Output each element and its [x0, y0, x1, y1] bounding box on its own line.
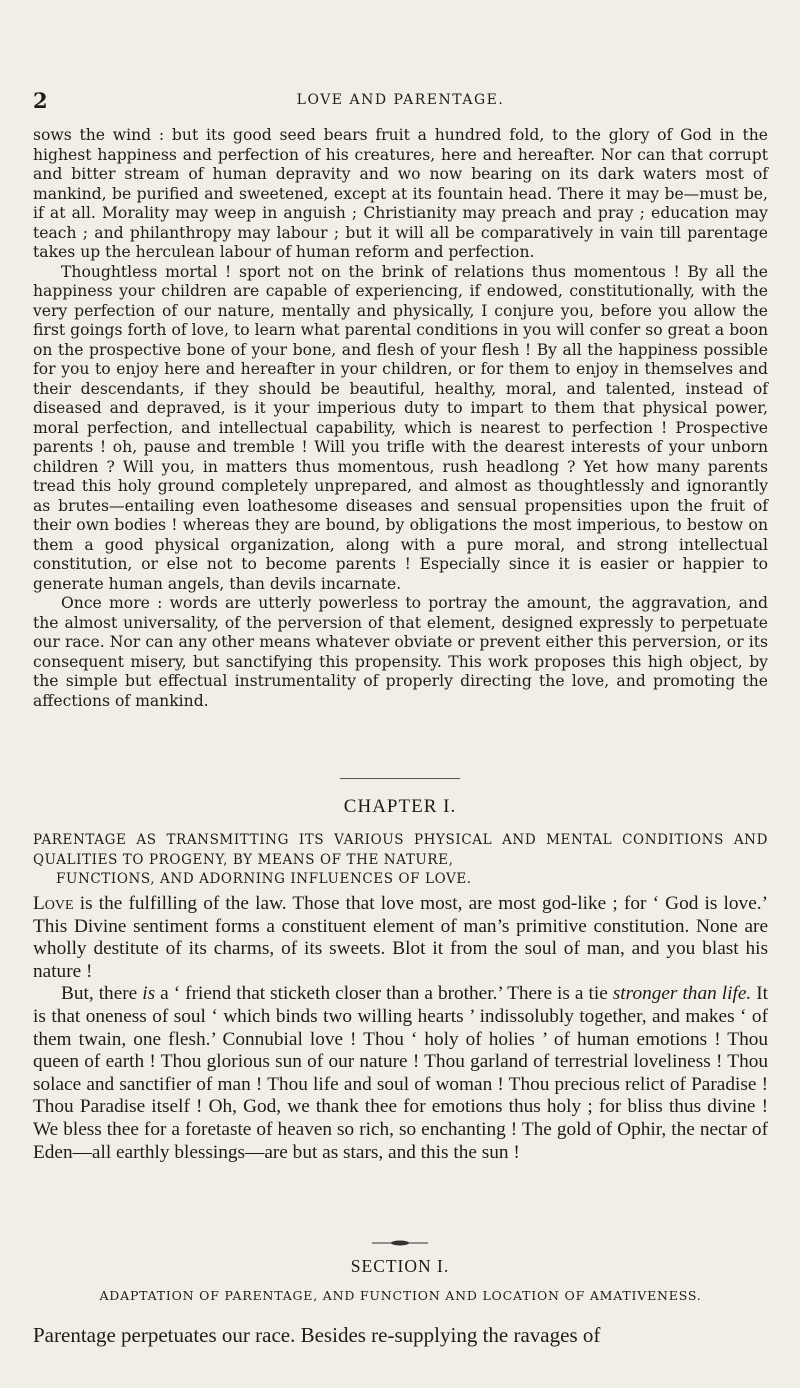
page-header — [33, 88, 768, 112]
chapter-body — [33, 893, 768, 1164]
chapter-paragraph-2-part-c: It is that oneness of soul ‘ which binds two willing hearts ’ indissolubly together, and makes ‘ of them twain, one flesh.’ Connubial love ! Thou ‘ holy of holies ’ of human emotions ! Thou queen of earth ! Thou glorious sun of our nature ! Thou garland of terrestrial loveliness ! Thou solace and sanctifier of man ! Thou life and soul of woman ! Thou precious relict of Paradise ! Thou Paradise itself ! Oh, God, we thank thee for emotions thus holy ; for bliss thus divine ! We bless thee for a foretaste of heaven so rich, so enchanting ! The gold of Ophir, the nectar of Eden—all earthly blessings—are but as stars, and this the sun ! — [33, 983, 768, 1163]
intro-paragraph-1: sows the wind : but its good seed bears fruit a hundred fold, to the glory of God in the highest happiness and perfection of his creatures, here and hereafter. Nor can that corrupt and bitter stream of human depravity and wo now bearing on its dark waters most of mankind, be purified and sweetened, except at its fountain head. There it may be—must be, if at all. Morality may weep in anguish ; Christianity may preach and pray ; education may teach ; and philanthropy may labour ; but it will all be comparatively in vain till parentage takes up the herculean labour of human reform and perfection. — [33, 126, 768, 261]
intro-paragraph-3: Once more : words are utterly powerless to portray the amount, the aggravation, and the almost universality, of the perversion of that element, designed expressly to perpetuate our race. Nor can any other means whatever obviate or prevent either this perversion, or its consequent misery, but sanctifying this propensity. This work proposes this high object, by the simple but effectual instrumentality of properly directing the love, and promoting the affections of mankind. — [33, 594, 768, 710]
section-body: Parentage perpetuates our race. Besides re-supplying the ravages of — [33, 1323, 601, 1347]
section-subtitle: ADAPTATION OF PARENTAGE, AND FUNCTION AND LOCATION OF AMATIVENESS. — [99, 1288, 702, 1303]
chapter-paragraph-1-text: is the fulfilling of the law. Those that love most, are most god-like ; for ‘ God is love.’ This Divine sentiment forms a constituent element of man’s primitive constitution. None are wholly destitute of its charms, of its sweets. Blot it from the soul of man, and you blast his nature ! — [33, 893, 768, 982]
chapter-subtitle — [33, 831, 768, 890]
running-head: LOVE AND PARENTAGE. — [296, 92, 505, 108]
chapter-subtitle-line-2: FUNCTIONS, AND ADORNING INFLUENCES OF LOVE. — [56, 871, 472, 887]
chapter-paragraph-1 — [33, 893, 768, 983]
chapter-paragraph-2-part-b: a ‘ friend that sticketh closer than a brother.’ There is a tie — [155, 983, 613, 1005]
drop-word: Love — [33, 893, 74, 914]
chapter-subtitle-line-1: PARENTAGE AS TRANSMITTING ITS VARIOUS PHYSICAL AND MENTAL CONDITIONS AND QUALITIES TO PROGENY, BY MEANS OF THE NATURE, — [33, 832, 768, 868]
intro-paragraph-2: Thoughtless mortal ! sport not on the brink of relations thus momentous ! By all the happiness your children are capable of experiencing, if endowed, constitutionally, with the very perfection of our nature, mentally and physically, I conjure you, before you allow the first goings forth of love, to learn what parental conditions in you will confer so great a boon on the prospective bone of your bone, and flesh of your flesh ! By all the happiness possible for you to enjoy here and hereafter in your children, or for them to enjoy in themselves and their descendants, if they should be beautiful, healthy, moral, and talented, instead of diseased and depraved, is it your imperious duty to impart to them that physical power, moral perfection, and intellectual capability, which is nearest to perfection ! Prospective parents ! oh, pause and tremble ! Will you trifle with the dearest interests of your unborn children ? Will you, in matters thus momentous, rush headlong ? Yet how many parents tread this holy ground completely unprepared, and almost as thoughtlessly and ignorantly as brutes—entailing even loathesome diseases and sensual propensities upon the fruit of their own bodies ! whereas they are bound, by obligations the most imperious, to bestow on them a good physical organization, along with a pure moral, and strong intellectual constitution, or else not to become parents ! Especially since it is easier or happier to generate human angels, than devils incarnate. — [33, 262, 768, 593]
italic-is: is — [142, 983, 156, 1005]
chapter-title: CHAPTER I. — [343, 796, 457, 817]
chapter-paragraph-2-part-a: But, there — [61, 983, 143, 1005]
italic-stronger-than-life: stronger than life. — [612, 983, 752, 1005]
divider-rule — [340, 778, 460, 779]
chapter-paragraph-2 — [33, 983, 768, 1164]
intro-text — [33, 126, 768, 711]
section-title: SECTION I. — [350, 1256, 450, 1276]
ornament-divider — [372, 1240, 428, 1246]
page-number: 2 — [33, 88, 48, 113]
